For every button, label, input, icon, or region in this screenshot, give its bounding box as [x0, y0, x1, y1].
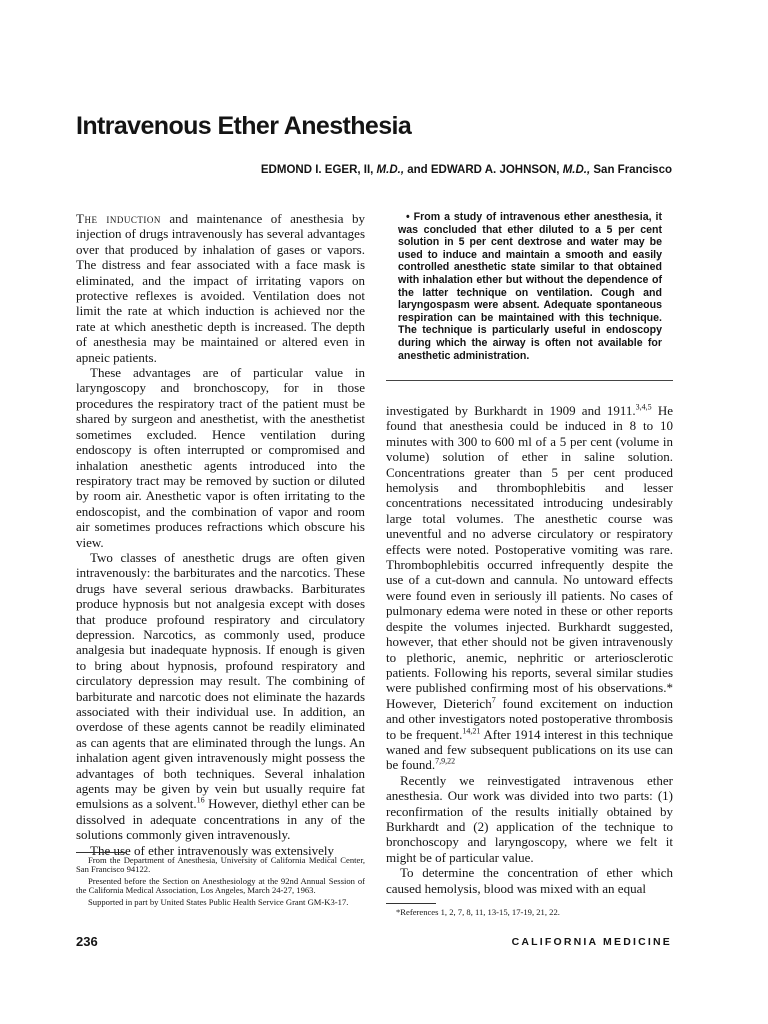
footnote-divider-left — [76, 852, 126, 853]
author-names-1: EDMOND I. EGER, II, — [260, 164, 377, 176]
abstract-divider — [386, 380, 673, 381]
author-line — [261, 164, 672, 176]
left-column — [76, 211, 365, 858]
drug-classes-text-a: Two classes of anesthetic drugs are often given intravenously: the barbiturates and the narcotics. These drugs have several serious drawbacks. Barbiturates produce hypnosis but not analgesia except with doses that produce profound respiratory and circulatory depression. Narcotics, as commonly used, produce analgesia but inadequate hypnosis. If enough is given to bring about hypnosis, profound respiratory and circulatory depression may result. The combining of barbiturate and narcotic does not eliminate the hazards associated with their individual use. In addition, an overdose of these agents cannot be readily eliminated as can agents that are eliminated through the lungs. An inhalation agent given intravenously might possess the advantages of both techniques. Several inhalation agents may be given by vein but usually require fat emulsions as a solvent. — [76, 549, 365, 812]
reference-superscript: 7,9,22 — [435, 757, 456, 767]
reference-superscript: 14,21 — [462, 726, 481, 736]
right-column — [386, 403, 673, 896]
burkhardt-text-d: After 1914 interest in this technique waned and few subsequent publications on its use can be found. — [386, 726, 673, 773]
burkhardt-text-b: He found that anesthesia could be induced in 8 to 10 minutes with 300 to 600 ml of a 5 per cent (volume in volume) solution of ether in saline solution. Concentrations greater than 5 per cent produced hemolysis and thrombophlebitis and lesser concentrations necessitated introducing undesirably large total volumes. The anesthetic course was uneventful and no adverse circulatory or respiratory effects were noted. Postoperative vomiting was rare. Thrombophlebitis occurred infrequently despite the use of a cut-down and cannula. No untoward effects were found even in seriously ill patients. No cases of pulmonary edema were noted in these or other reports despite the volumes injected. Burkhardt suggested, however, that ether should not be given intravenously to plethoric, anemic, nephritic or arteriosclerotic patients. Following his reports, several similar studies were published confirming most of his observations.* However, Dieterich — [386, 403, 673, 711]
grant-note: Supported in part by United States Public Health Service Grant GM-K3-17. — [88, 896, 349, 907]
reference-superscript: 7 — [491, 695, 496, 705]
drug-classes-paragraph — [76, 550, 365, 843]
reference-superscript: 16 — [196, 796, 205, 806]
abstract-box: • From a study of intravenous ether anesthesia, it was concluded that ether diluted to a 5 per cent solution in 5 per cent dextrose and water may be used to induce and maintain a smooth and easily controlled anesthetic state similar to that obtained with inhalation ether but without the dependence of the latter technique on ventilation. Cough and laryngospasm were absent. Adequate spontaneous respiration can be maintained with this technique. The technique is particularly useful in endoscopy during which the airway is often not available for anesthetic administration. — [398, 211, 662, 362]
hemolysis-paragraph: To determine the concentration of ether which caused hemolysis, blood was mixed with an equal — [386, 865, 673, 896]
burkhardt-text-c: found excitement on induction and other investigators noted postoperative thrombosis to be frequent. — [386, 695, 673, 742]
references-footnote: *References 1, 2, 7, 8, 11, 13-15, 17-19, 21, 22. — [396, 907, 560, 917]
endoscopy-paragraph: These advantages are of particular value in laryngoscopy and bronchoscopy, for in those procedures the respiratory tract of the patient must be shared by surgeon and anesthetist, with the anesthetist sometimes excluded. Hence ventilation during endoscopy is often interrupted or compromised and inhalation anesthetic agents introduced into the respiratory tract may be removed by suction or diluted by room air. Anesthetic vapor is often irritating to the endoscopist, and the combination of vapor and room air sometimes produces refractions which obscure his view. — [76, 365, 365, 550]
ether-history-paragraph: The use of ether intravenously was extensively — [90, 842, 335, 858]
burkhardt-paragraph — [386, 403, 673, 773]
intro-lead-in: The induction — [76, 211, 161, 226]
affiliation-note: From the Department of Anesthesia, University of California Medical Center, San Francisco 94122. — [76, 855, 365, 875]
intro-paragraph — [76, 211, 365, 365]
journal-name: CALIFORNIA MEDICINE — [511, 936, 672, 948]
author-location: San Francisco — [590, 164, 672, 176]
burkhardt-text-a: investigated by Burkhardt in 1909 and 1911. — [386, 403, 636, 418]
author-degree-1: M.D., — [376, 164, 405, 176]
footnote-divider-right — [386, 903, 436, 904]
presentation-note: Presented before the Section on Anesthesiology at the 92nd Annual Session of the California Medical Association, Los Angeles, March 24-27, 1963. — [76, 875, 365, 896]
author-names-2: and EDWARD A. JOHNSON, — [404, 164, 563, 176]
reinvestigation-paragraph: Recently we reinvestigated intravenous ether anesthesia. Our work was divided into two parts: (1) reconfirmation of the results initially obtained by Burkhardt and (2) application of the technique to bronchoscopy and laryngoscopy, where we felt it might be of particular value. — [386, 772, 673, 865]
reference-superscript: 3,4,5 — [635, 402, 652, 412]
affiliation-footnotes — [76, 856, 365, 909]
drug-classes-text-b: However, diethyl ether can be dissolved in adequate concentrations in any of the solutions commonly given intravenously. — [76, 796, 365, 843]
author-degree-2: M.D., — [562, 164, 591, 176]
page-number: 236 — [76, 934, 98, 949]
article-title: Intravenous Ether Anesthesia — [76, 112, 412, 140]
intro-text: and maintenance of anesthesia by injection of drugs intravenously has several advantages over that produced by inhalation of gases or vapors. The distress and fear associated with a face mask is eliminated, and the impact of irritating vapors on protective reflexes is avoided. Ventilation does not limit the rate at which induction is achieved nor the rate at which anesthetic depth is increased. The depth of anesthesia may be maintained or altered even in apneic patients. — [76, 211, 365, 365]
